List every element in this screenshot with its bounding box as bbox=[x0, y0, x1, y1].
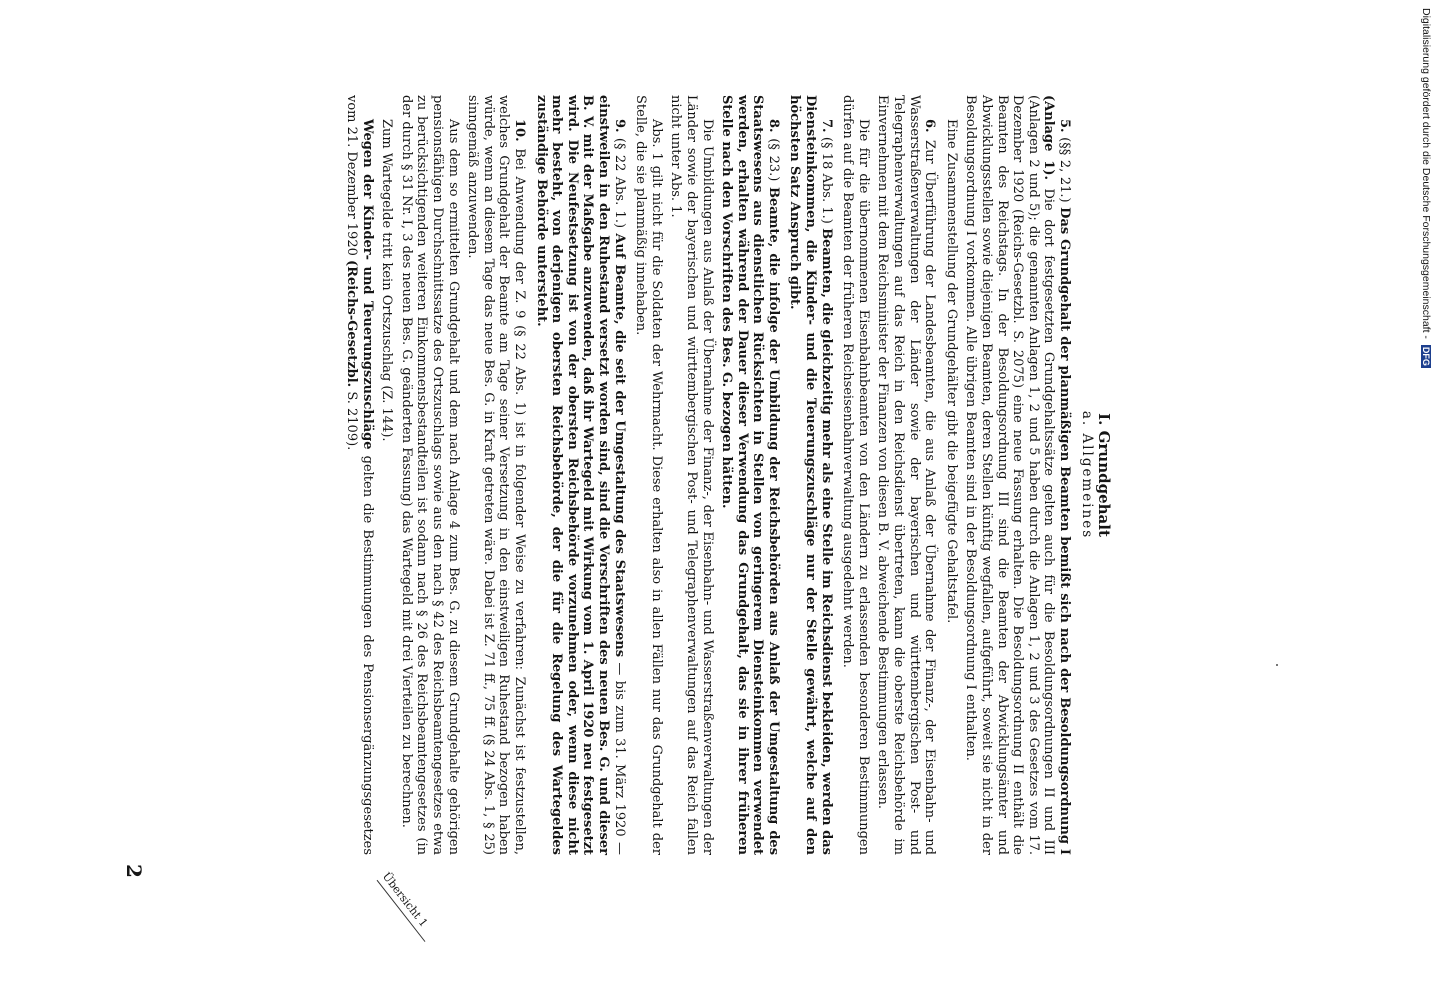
paragraph-7 bbox=[787, 95, 834, 855]
paragraph-number: 9. bbox=[611, 119, 627, 133]
paragraph-number: 7. bbox=[818, 119, 834, 133]
paragraph-text: gelten die Bestimmungen des Pensionsergänzungsgesetzes vom 21. Dezember 1920 bbox=[344, 95, 375, 855]
paragraph-9 bbox=[533, 95, 627, 855]
paragraph-bold-text-2: (Reichs-Gesetzbl. bbox=[344, 260, 360, 388]
scan-speck bbox=[1276, 664, 1278, 666]
paragraph-6-continuation: Die für die übernommenen Eisenbahnbeamten von den Ländern zu erlassenden besonderen Bestimmungen dürfen auf die Beamten der früheren Reichseisenbahnverwaltung ausgedehnt werden. bbox=[840, 95, 871, 855]
paragraph-lead: (§§ 2, 21.) bbox=[1057, 137, 1072, 203]
paragraph-text: Zur Überführung der Landesbeamten, die aus Anlaß der Übernahme der Finanz-, der Eisenbahn- und Wasserstraßenverwaltungen der Länder sowie der bayerischen und württembergischen Post- und Telegraphenverwaltungen auf das Reich in den Reichsdienst übertreten, kann die oberste Reichsbehörde im Einvernehmen mit dem Reichsminister der Finanzen von diesen B. V. abweichende Bestimmungen erlassen. bbox=[875, 95, 938, 855]
paragraph-number: 10. bbox=[512, 119, 527, 142]
stamp-text: Übersicht 1 bbox=[379, 870, 431, 930]
paragraph-5-continuation: Eine Zusammenstellung der Grundgehälter gibt die beigefügte Gehaltstafel. bbox=[943, 119, 959, 624]
paragraph-bold-text: Wegen der Kinder- und Teuerungszuschläge bbox=[359, 119, 375, 450]
paragraph-text: — bis zum 31. März 1920 — bbox=[611, 662, 627, 856]
paragraph-10-continuation-3 bbox=[343, 95, 374, 855]
paragraph-lead: (§ 23.) bbox=[765, 138, 781, 182]
subsection-heading: a. Allgemeines bbox=[1079, 410, 1095, 540]
paragraph-bold-text: Beamten, die gleichzeitig mehr als eine Stelle im Reichsdienst bekleiden, werden das Diensteinkommen, die Kinder- und die Teuerungszuschläge nur der Stelle gewährt, welche auf den höchsten Satz Anspruch gibt. bbox=[787, 95, 834, 855]
paragraph-5 bbox=[963, 95, 1072, 855]
paragraph-10 bbox=[465, 95, 527, 855]
paragraph-number: 6. bbox=[922, 119, 938, 133]
overview-stamp bbox=[380, 870, 431, 930]
page-number: 2 bbox=[122, 864, 146, 878]
paragraph-6 bbox=[875, 95, 937, 855]
paragraph-text: Die dort festgesetzten Grundgehaltssätze gelten auch für die Besoldungsordnungen II und III (Anlagen 2 und 5); die genannten Anlagen 1, 2 und 5 haben durch die Anlagen 1, 2 und 3 des Gesetzes vom 17. Dezember 1920 (Reichs-Gesetzbl. S. 2075) eine neue Fassung erhalten. Die Besoldungsordnung II enthält die Beamten des Reichstags. In der Besoldungsordnung III sind die Beamten der Abwicklungsämter und Abwicklungsstellen sowie diejenigen Beamten, deren Stellen künftig wegfallen, aufgeführt, soweit sie nicht in der Besoldungsordnung I vorkommen. Alle übrigen Beamten sind in der Besoldungsordnung I enthalten. bbox=[963, 95, 1057, 855]
paragraph-10-continuation: Aus dem so ermittelten Grundgehalt und dem nach Anlage 4 zum Bes. G. zu diesem Grundgehalte gehörigen pensionsfähigen Durchschnittssatze des Ortszuschlags sowie aus den nach § 42 des Reichsbeamtengesetzes etwa zu berücksichtigenden weiteren Einkommensbestandteilen ist sodann nach § 26 des Reichsbeamtengesetzes (in der durch § 31 Nr. I, 3 des neuen Bes. G. geänderten Fassung) das Wartegeld mit drei Vierteilen zu berechnen. bbox=[398, 95, 461, 855]
paragraph-8 bbox=[719, 95, 781, 855]
paragraph-8-continuation: Die Umbildungen aus Anlaß der Übernahme der Finanz-, der Eisenbahn- und Wasserstraßenverwaltungen der Länder sowie der bayerischen und württembergischen Post- und Telegraphenverwaltungen auf das Reich fallen nicht unter Abs. 1. bbox=[668, 95, 715, 855]
section-heading: I. Grundgehalt bbox=[1095, 413, 1113, 537]
paragraph-lead: (§ 22 Abs. 1.) bbox=[611, 137, 627, 229]
paragraph-number: 8. bbox=[765, 119, 781, 133]
paragraph-number: 5. bbox=[1057, 119, 1072, 133]
paragraph-lead: (§ 18 Abs. 1.) bbox=[818, 136, 834, 224]
paragraph-bold-text: Beamte, die infolge der Umbildung der Reichsbehörden aus Anlaß der Umgestaltung des Staatswesens aus dienstlichen Rücksichten in Stellen von geringerem Diensteinkommen verwendet werden, erhalten während der Dauer dieser Verwendung das Grundgehalt, das sie in ihrer früheren Stelle nach den Vorschriften des Bes. G. bezogen hätten. bbox=[719, 95, 781, 856]
paragraph-bold-text-2: einstweilen in den Ruhestand versetzt worden sind, sind die Vorschriften des neuen Bes. G. und dieser B. V. mit der Maßgabe anzuwenden, daß ihr Wartegeld mit Wirkung vom 1. April 1920 neu festgesetzt wird. Die Neufestsetzung ist von der obersten Reichsbehörde vorzunehmen oder, wenn diese nicht mehr besteht, von derjenigen obersten Reichsbehörde, der die für die Regelung des Wartegeldes zuständige Behörde untersteht. bbox=[533, 95, 611, 855]
document-body bbox=[202, 95, 1112, 855]
paragraph-8-continuation-2: Abs. 1 gilt nicht für die Soldaten der Wehrmacht. Diese erhalten also in allen Fällen nur das Grundgehalt der Stelle, die sie planmäßig innehaben. bbox=[633, 95, 664, 855]
dfg-logo: DFG bbox=[1421, 346, 1431, 366]
credit-text: Digitalisierung gefördert durch die Deutsche Forschungsgemeinschaft - bbox=[1420, 8, 1432, 339]
digitization-credit bbox=[1420, 8, 1432, 368]
paragraph-10-continuation-2: Zum Wartegelde tritt kein Ortszuschlag (Z. 144). bbox=[379, 119, 395, 442]
paragraph-text-end: S. 2109). bbox=[344, 391, 360, 451]
paragraph-text: Bei Anwendung der Z. 9 (§ 22 Abs. 1) ist in folgender Weise zu verfahren: Zunächst ist festzustellen, welches Grundgehalt der Beamte am Tage seiner Versetzung in den einstweiligen Ruhestand bezogen haben würde, wenn an diesem Tage das neue Bes. G. in Kraft getreten wäre. Dabei ist Z. 71 ff., 75 ff. (§ 24 Abs. 1, § 25) sinngemäß anzuwenden. bbox=[465, 95, 527, 855]
paragraph-bold-text: Das Grundgehalt der planmäßigen Beamten bemißt sich nach der Besoldungsordnung I (Anlage 1). bbox=[1041, 95, 1072, 855]
paragraph-bold-text: Auf Beamte, die seit der Umgestaltung des Staatswesens bbox=[611, 233, 627, 658]
